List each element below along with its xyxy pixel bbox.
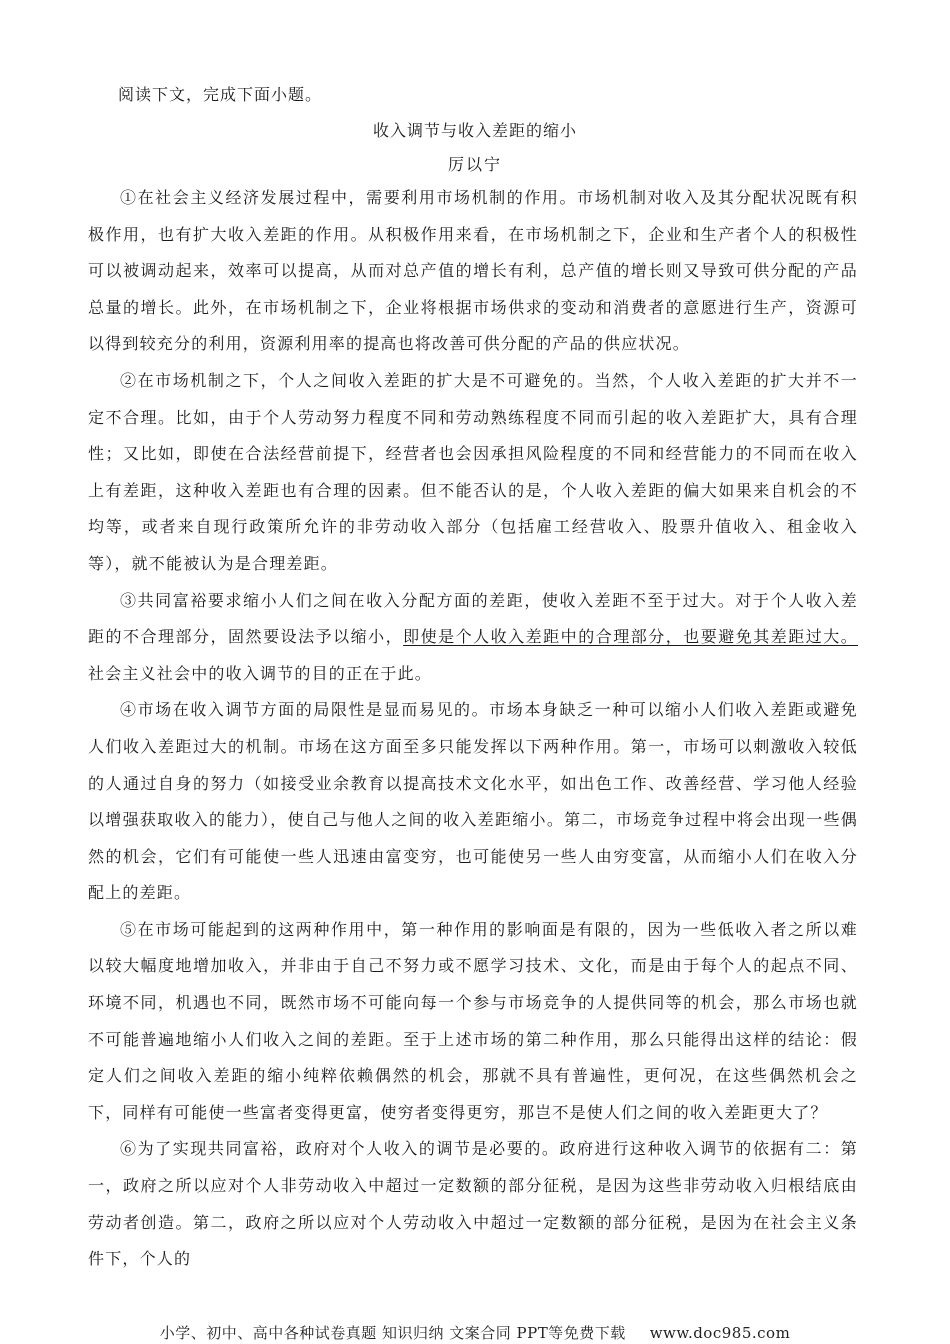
footer-text: 小学、初中、高中各种试卷真题 知识归纳 文案合同 PPT等免费下载 bbox=[159, 1324, 626, 1342]
paragraph-3-text-end: 社会主义社会中的收入调节的目的正在于此。 bbox=[88, 663, 433, 683]
paragraph-5: ⑤在市场可能起到的这两种作用中，第一种作用的影响面是有限的，因为一些低收入者之所以难以较大幅度地增加收入，并非由于自己不努力或不愿学习技术、文化，而是由于每个人的起点不同、环境不同，机遇也不同，既然市场不可能向每一个参与市场竞争的人提供同等的机会，那么市场也就不可能普遍地缩小人们收入之间的差距。至于上述市场的第二种作用，那么只能得出这样的结论：假定人们之间收入差距的缩小纯粹依赖偶然的机会，那就不具有普遍性，更何况，在这些偶然机会之下，同样有可能使一些富者变得更富，使穷者变得更穷，那岂不是使人们之间的收入差距更大了？ bbox=[88, 919, 858, 1122]
page-footer bbox=[0, 1322, 950, 1343]
article-author: 厉以宁 bbox=[447, 155, 502, 174]
paragraph-4: ④市场在收入调节方面的局限性是显而易见的。市场本身缺乏一种可以缩小人们收入差距或避免人们收入差距过大的机制。市场在这方面至多只能发挥以下两种作用。第一，市场可以刺激收入较低的人通过自身的努力（如接受业余教育以提高技术文化水平，如出色工作、改善经营、学习他人经验以增强获取收入的能力），使自己与他人之间的收入差距缩小。第二，市场竞争过程中将会出现一些偶然的机会，它们有可能使一些人迅速由富变穷，也可能使另一些人由穷变富，从而缩小人们在收入分配上的差距。 bbox=[88, 700, 858, 903]
instruction-text: 阅读下文，完成下面小题。 bbox=[118, 85, 323, 104]
paragraph-1: ①在社会主义经济发展过程中，需要利用市场机制的作用。市场机制对收入及其分配状况既有积极作用，也有扩大收入差距的作用。从积极作用来看，在市场机制之下，企业和生产者个人的积极性可以被调动起来，效率可以提高，从而对总产值的增长有利，总产值的增长则又导致可供分配的产品总量的增长。此外，在市场机制之下，企业将根据市场供求的变动和消费者的意愿进行生产，资源可以得到较充分的利用，资源利用率的提高也将改善可供分配的产品的供应状况。 bbox=[88, 188, 858, 354]
footer-website: www.doc985.com bbox=[649, 1324, 791, 1342]
article-body bbox=[88, 180, 858, 1278]
paragraph-6: ⑥为了实现共同富裕，政府对个人收入的调节是必要的。政府进行这种收入调节的依据有二：第一，政府之所以应对个人非劳动收入中超过一定数额的部分征税，是因为这些非劳动收入归根结底由劳动者创造。第二，政府之所以应对个人劳动收入中超过一定数额的部分征税，是因为在社会主义条件下，个人的 bbox=[88, 1139, 858, 1269]
underlined-sentence: 即使是个人收入差距中的合理部分，也要避免其差距过大。 bbox=[403, 627, 858, 647]
paragraph-3-text-start: ③共同富裕要求缩小人们之间在收入分配方面的差距，使收入差距不至于过大。对于个人收入差距的不合理部分，固然要设法予以缩小， bbox=[88, 590, 858, 647]
paragraph-3 bbox=[88, 583, 858, 693]
paragraph-2: ②在市场机制之下，个人之间收入差距的扩大是不可避免的。当然，个人收入差距的扩大并不一定不合理。比如，由于个人劳动努力程度不同和劳动熟练程度不同而引起的收入差距扩大，具有合理性；又比如，即使在合法经营前提下，经营者也会因承担风险程度的不同和经营能力的不同而在收入上有差距，这种收入差距也有合理的因素。但不能否认的是，个人收入差距的偏大如果来自机会的不均等，或者来自现行政策所允许的非劳动收入部分（包括雇工经营收入、股票升值收入、租金收入等），就不能被认为是合理差距。 bbox=[88, 370, 858, 573]
article-title: 收入调节与收入差距的缩小 bbox=[372, 121, 577, 140]
